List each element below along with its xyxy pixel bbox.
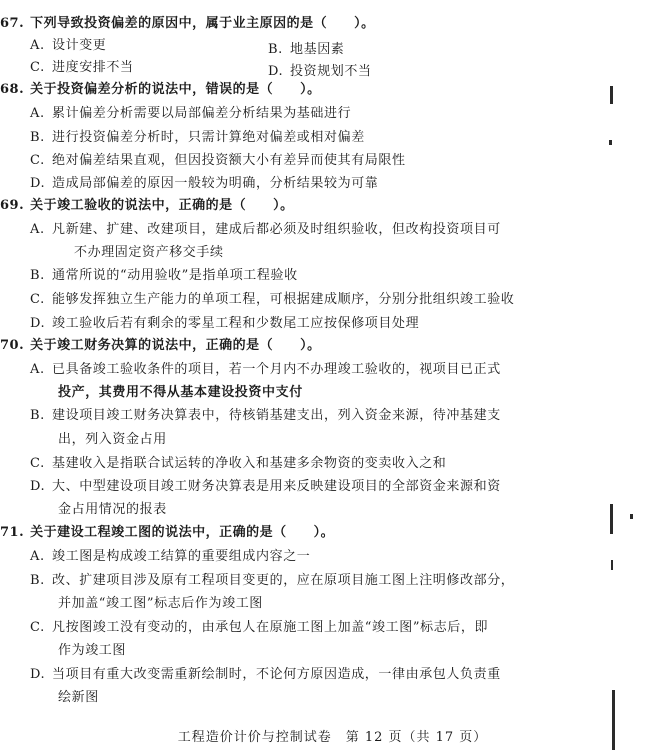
question-68-stem: 68. 关于投资偏差分析的说法中，错误的是（ ）。 <box>0 82 321 97</box>
question-69-option-d: D. 竣工验收后若有剩余的零星工程和少数尾工应按保修项目处理 <box>30 316 420 331</box>
question-71-option-d: D. 当项目有重大改变需重新绘制时，不论何方原因造成，一律由承包人负责重 <box>30 667 501 682</box>
scan-mark <box>612 690 615 750</box>
question-68-option-c: C. 绝对偏差结果直观，但因投资额大小有差异而使其有局限性 <box>30 153 406 168</box>
question-70-option-d: D. 大、中型建设项目竣工财务决算表是用来反映建设项目的全部资金来源和资 <box>30 479 501 494</box>
question-70-option-b-continuation: 出，列入资金占用 <box>58 432 167 447</box>
scan-mark <box>610 504 613 534</box>
question-67-option-a: A. 设计变更 <box>30 38 107 53</box>
question-68-option-d: D. 造成局部偏差的原因一般较为明确，分析结果较为可靠 <box>30 176 379 191</box>
scan-mark <box>630 514 633 519</box>
scan-mark <box>610 86 613 104</box>
question-71-option-c: C. 凡按图竣工没有变动的，由承包人在原施工图上加盖“竣工图”标志后，即 <box>30 620 489 635</box>
question-70-option-b: B. 建设项目竣工财务决算表中，待核销基建支出，列入资金来源，待冲基建支 <box>30 408 501 423</box>
scan-mark <box>609 140 612 145</box>
page-footer: 工程造价计价与控制试卷 第 12 页（共 17 页） <box>177 730 488 745</box>
question-68-option-a: A. 累计偏差分析需要以局部偏差分析结果为基础进行 <box>30 106 352 121</box>
question-67-option-b: B. 地基因素 <box>268 42 345 57</box>
question-71-option-c-continuation: 作为竣工图 <box>58 643 127 658</box>
question-70-option-a-continuation: 投产，其费用不得从基本建设投资中支付 <box>58 385 303 400</box>
question-71-stem: 71. 关于建设工程竣工图的说法中，正确的是（ ）。 <box>0 525 335 540</box>
question-70-stem: 70. 关于竣工财务决算的说法中，正确的是（ ）。 <box>0 338 321 353</box>
question-69-stem: 69. 关于竣工验收的说法中，正确的是（ ）。 <box>0 198 294 213</box>
question-69-option-b: B. 通常所说的“动用验收”是指单项工程验收 <box>30 268 298 283</box>
question-69-option-a: A. 凡新建、扩建、改建项目，建成后都必须及时组织验收，但改构投资项目可 <box>30 222 501 237</box>
question-68-option-b: B. 进行投资偏差分析时，只需计算绝对偏差或相对偏差 <box>30 130 365 145</box>
question-71-option-d-continuation: 绘新图 <box>58 690 99 705</box>
question-70-option-d-continuation: 金占用情况的报表 <box>58 502 167 517</box>
question-71-option-a: A. 竣工图是构成竣工结算的重要组成内容之一 <box>30 549 311 564</box>
question-67-stem: 67. 下列导致投资偏差的原因中，属于业主原因的是（ ）。 <box>0 16 375 31</box>
question-70-option-a: A. 已具备竣工验收条件的项目，若一个月内不办理竣工验收的，视项目已正式 <box>30 362 501 377</box>
scan-mark <box>611 560 613 570</box>
question-71-option-b-continuation: 并加盖“竣工图”标志后作为竣工图 <box>58 596 263 611</box>
question-69-option-a-continuation: 不办理固定资产移交手续 <box>74 245 224 260</box>
question-67-option-c: C. 进度安排不当 <box>30 60 134 75</box>
question-70-option-c: C. 基建收入是指联合试运转的净收入和基建多余物资的变卖收入之和 <box>30 456 447 471</box>
question-71-option-b: B. 改、扩建项目涉及原有工程项目变更的，应在原项目施工图上注明修改部分， <box>30 573 515 588</box>
question-69-option-c: C. 能够发挥独立生产能力的单项工程，可根据建成顺序，分别分批组织竣工验收 <box>30 292 515 307</box>
question-67-option-d: D. 投资规划不当 <box>268 64 372 79</box>
